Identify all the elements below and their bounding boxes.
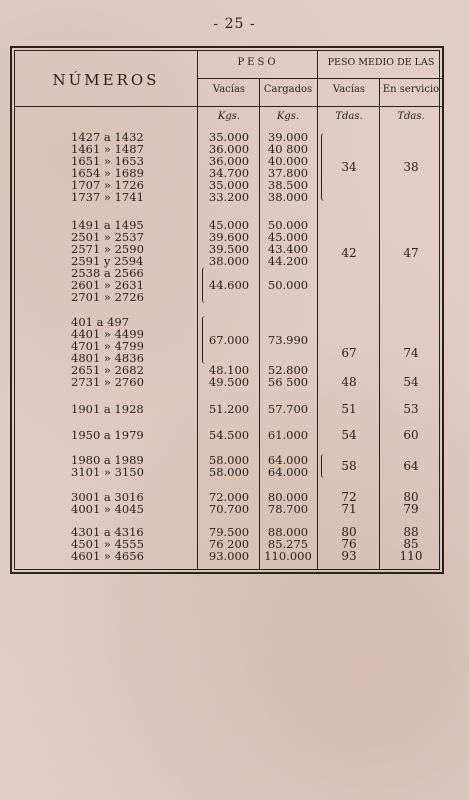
row-number-range: 1427 a 1432 [71, 130, 144, 144]
row-number-range: 2571 » 2590 [71, 242, 144, 256]
medio-vacias: 72 [341, 490, 357, 504]
medio-vacias: 67 [341, 346, 357, 360]
medio-en-servicio: 54 [403, 375, 419, 389]
row-peso-cargados: 78.700 [267, 502, 309, 516]
medio-en-servicio: 53 [403, 402, 419, 416]
row-peso-vacias: 39.600 [208, 230, 250, 244]
medio-vacias: 51 [341, 402, 357, 416]
medio-en-servicio: 64 [403, 459, 419, 473]
row-number-range: 4801 » 4836 [71, 351, 144, 365]
column-divider [317, 51, 318, 569]
medio-vacias: 54 [341, 428, 357, 442]
header-divider [15, 106, 443, 107]
medio-en-servicio: 85 [403, 537, 419, 551]
row-number-range: 4401 » 4499 [71, 327, 144, 341]
row-peso-vacias: 72.000 [208, 490, 250, 504]
medio-en-servicio: 110 [399, 549, 423, 563]
row-peso-vacias: 36.000 [208, 142, 250, 156]
row-peso-cargados: 52.800 [267, 363, 309, 377]
table-body [14, 50, 440, 570]
row-peso-vacias: 79.500 [208, 525, 250, 539]
row-peso-vacias: 49.500 [208, 375, 250, 389]
row-peso-vacias: 76 200 [208, 537, 250, 551]
weights-table [10, 46, 444, 574]
row-number-range: 4501 » 4555 [71, 537, 144, 551]
header-medio-vacias: Vacías [332, 84, 366, 95]
medio-vacias: 58 [341, 459, 357, 473]
unit-kgs: Kgs. [217, 111, 241, 122]
row-peso-cargados: 43.400 [267, 242, 309, 256]
medio-vacias: 76 [341, 537, 357, 551]
row-peso-cargados: 73.990 [267, 333, 309, 347]
row-peso-vacias: 48.100 [208, 363, 250, 377]
row-peso-vacias: 33.200 [208, 190, 250, 204]
medio-en-servicio: 88 [403, 525, 419, 539]
medio-vacias: 34 [341, 160, 357, 174]
row-peso-cargados: 110.000 [264, 549, 312, 563]
row-number-range: 1707 » 1726 [71, 178, 144, 192]
medio-vacias: 48 [341, 375, 357, 389]
medio-vacias: 80 [341, 525, 357, 539]
medio-vacias: 42 [341, 246, 357, 260]
page-number: - 25 - [213, 16, 256, 32]
row-peso-cargados: 44.200 [267, 254, 309, 268]
row-number-range: 3001 a 3016 [71, 490, 144, 504]
row-peso-vacias: 54.500 [208, 428, 250, 442]
row-number-range: 4601 » 4656 [71, 549, 144, 563]
medio-en-servicio: 74 [403, 346, 419, 360]
header-numeros: NÚMEROS [52, 71, 160, 89]
row-brace [202, 267, 207, 303]
header-cargados: Cargados [263, 84, 313, 95]
unit-kgs: Kgs. [276, 111, 300, 122]
row-number-range: 2731 » 2760 [71, 375, 144, 389]
medio-vacias: 71 [341, 502, 357, 516]
row-peso-cargados: 85.275 [267, 537, 309, 551]
row-peso-cargados: 50.000 [267, 218, 309, 232]
row-peso-vacias: 35.000 [208, 178, 250, 192]
row-number-range: 2591 y 2594 [71, 254, 144, 268]
row-number-range: 1461 » 1487 [71, 142, 144, 156]
column-divider [197, 51, 198, 569]
row-number-range: 1950 a 1979 [71, 428, 144, 442]
header-en-servicio: En servicio [382, 84, 440, 95]
row-number-range: 3101 » 3150 [71, 465, 144, 479]
medio-en-servicio: 60 [403, 428, 419, 442]
header-vacias: Vacías [212, 84, 246, 95]
row-peso-cargados: 38.500 [267, 178, 309, 192]
medio-vacias: 93 [341, 549, 357, 563]
row-number-range: 1491 a 1495 [71, 218, 144, 232]
unit-tdas: Tdas. [397, 111, 425, 122]
row-number-range: 1737 » 1741 [71, 190, 144, 204]
row-peso-vacias: 58.000 [208, 465, 250, 479]
row-peso-vacias: 58.000 [208, 453, 250, 467]
row-number-range: 2651 » 2682 [71, 363, 144, 377]
row-peso-cargados: 64.000 [267, 465, 309, 479]
row-peso-cargados: 40 800 [267, 142, 309, 156]
row-peso-vacias: 39.500 [208, 242, 250, 256]
row-number-range: 2601 » 2631 [71, 278, 144, 292]
row-peso-cargados: 38.000 [267, 190, 309, 204]
row-peso-cargados: 50.000 [267, 278, 309, 292]
row-peso-vacias: 67.000 [208, 333, 250, 347]
medio-en-servicio: 47 [403, 246, 419, 260]
row-peso-vacias: 44.600 [208, 278, 250, 292]
row-number-range: 4701 » 4799 [71, 339, 144, 353]
row-brace [202, 316, 207, 364]
unit-tdas: Tdas. [335, 111, 363, 122]
row-number-range: 2538 a 2566 [71, 266, 144, 280]
row-peso-vacias: 38.000 [208, 254, 250, 268]
row-number-range: 1654 » 1689 [71, 166, 144, 180]
row-peso-cargados: 56 500 [267, 375, 309, 389]
row-peso-cargados: 88.000 [267, 525, 309, 539]
row-peso-cargados: 80.000 [267, 490, 309, 504]
row-number-range: 2501 » 2537 [71, 230, 144, 244]
row-peso-cargados: 64.000 [267, 453, 309, 467]
row-peso-vacias: 93.000 [208, 549, 250, 563]
row-number-range: 4001 » 4045 [71, 502, 144, 516]
row-number-range: 1651 » 1653 [71, 154, 144, 168]
row-peso-cargados: 37.800 [267, 166, 309, 180]
row-peso-vacias: 70.700 [208, 502, 250, 516]
row-number-range: 1980 a 1989 [71, 453, 144, 467]
row-peso-cargados: 40.000 [267, 154, 309, 168]
row-number-range: 1901 a 1928 [71, 402, 144, 416]
row-number-range: 2701 » 2726 [71, 290, 144, 304]
medio-en-servicio: 79 [403, 502, 419, 516]
header-peso: PESO [237, 57, 279, 68]
row-peso-cargados: 39.000 [267, 130, 309, 144]
header-divider [198, 78, 443, 79]
header-peso-medio: PESO MEDIO DE LAS [327, 57, 435, 68]
row-peso-cargados: 45.000 [267, 230, 309, 244]
row-peso-vacias: 36.000 [208, 154, 250, 168]
row-peso-cargados: 61.000 [267, 428, 309, 442]
row-peso-vacias: 51.200 [208, 402, 250, 416]
row-number-range: 401 a 497 [71, 315, 130, 329]
medio-en-servicio: 38 [403, 160, 419, 174]
row-number-range: 4301 a 4316 [71, 525, 144, 539]
row-peso-vacias: 35.000 [208, 130, 250, 144]
row-peso-vacias: 45.000 [208, 218, 250, 232]
medio-en-servicio: 80 [403, 490, 419, 504]
row-peso-vacias: 34.700 [208, 166, 250, 180]
row-peso-cargados: 57.700 [267, 402, 309, 416]
